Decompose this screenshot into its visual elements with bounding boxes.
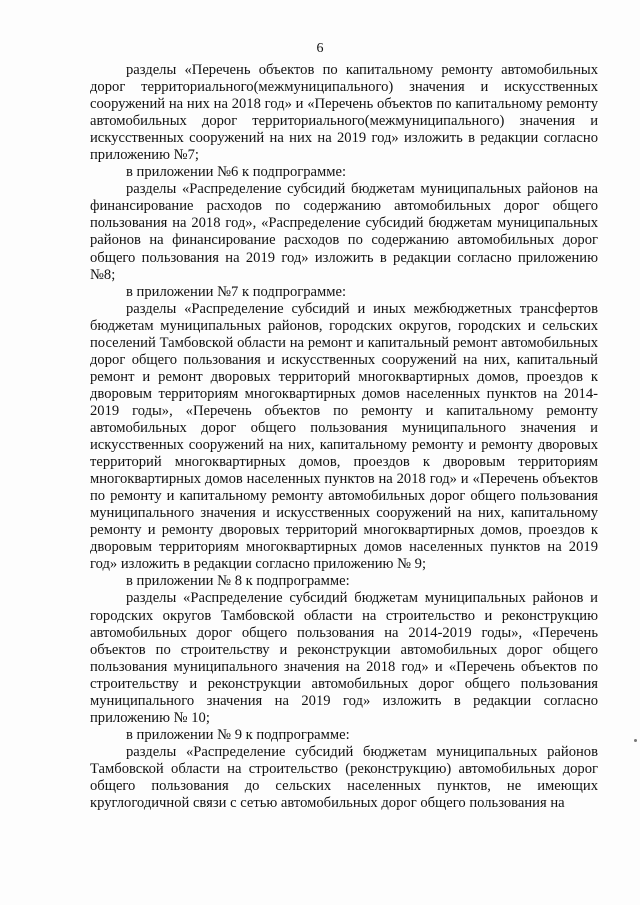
paragraph-sections-appendix-7: разделы «Перечень объектов по капитальному ремонту автомобильных дорог территориального(межмуниципального) значения и искусственных сооружений на них на 2018 год» и «Перечень объектов по капитальному ремонту автомобильных дорог территориального(межмуниципального) значения и искусственных сооружений на них на 2019 год» изложить в редакции согласно приложению №7; — [90, 62, 598, 164]
scan-speck — [634, 739, 637, 742]
paragraph-appendix-7-heading: в приложении №7 к подпрограмме: — [126, 283, 347, 300]
paragraph-appendix-8-heading: в приложении № 8 к подпрограмме: — [126, 573, 350, 590]
paragraph-sections-appendix-8: разделы «Распределение субсидий бюджетам муниципальных районов на финансирование расходов по содержанию автомобильных дорог общего пользования на 2018 год», «Распределение субсидий бюджетам муниципальных районов на финансирование расходов по содержанию автомобильных дорог общего пользования на 2019 год» изложить в редакции согласно приложению №8; — [90, 181, 598, 283]
paragraph-sections-appendix-9-subsidies: разделы «Распределение субсидий бюджетам муниципальных районов Тамбовской области на строительство (реконструкцию) автомобильных дорог общего пользования до сельских населенных пунктов, не имеющих круглогодичной связи с сетью автомобильных дорог общего пользования на — [90, 743, 598, 812]
page-number: 6 — [316, 41, 324, 56]
paragraph-sections-appendix-9: разделы «Распределение субсидий и иных межбюджетных трансфертов бюджетам муниципальных районов, городских округов, городских и сельских поселений Тамбовской области на ремонт и капитальный ремонт автомобильных дорог общего пользования и искусственных сооружений на них, капитальный ремонт и ремонт дворовых территорий многоквартирных домов, проездов к дворовым территориям многоквартирных домов населенных пунктов на 2014-2019 годы», «Перечень объектов по ремонту и капитальному ремонту автомобильных дорог общего пользования муниципального значения и искусственных сооружений на них, капитальному ремонту и ремонту дворовых территорий многоквартирных домов, проездов к дворовым территориям многоквартирных домов населенных пунктов на 2018 год» и «Перечень объектов по ремонту и капитальному ремонту автомобильных дорог общего пользования муниципального значения и искусственных сооружений на них, капитальному ремонту и ремонту дворовых территорий многоквартирных домов, проездов к дворовым территориям многоквартирных домов населенных пунктов на 2019 год» изложить в редакции согласно приложению № 9; — [90, 300, 598, 573]
paragraph-sections-appendix-10: разделы «Распределение субсидий бюджетам муниципальных районов и городских округов Тамбовской области на строительство и реконструкцию автомобильных дорог общего пользования на 2014-2019 годы», «Перечень объектов по строительству и реконструкции автомобильных дорог общего пользования муниципального значения на 2018 год» и «Перечень объектов по строительству и реконструкции автомобильных дорог общего пользования муниципального значения на 2019 год» изложить в редакции согласно приложению № 10; — [90, 590, 598, 726]
document-body — [90, 62, 598, 812]
paragraph-appendix-6-heading: в приложении №6 к подпрограмме: — [126, 164, 347, 181]
paragraph-appendix-9-heading: в приложении № 9 к подпрограмме: — [126, 726, 350, 743]
